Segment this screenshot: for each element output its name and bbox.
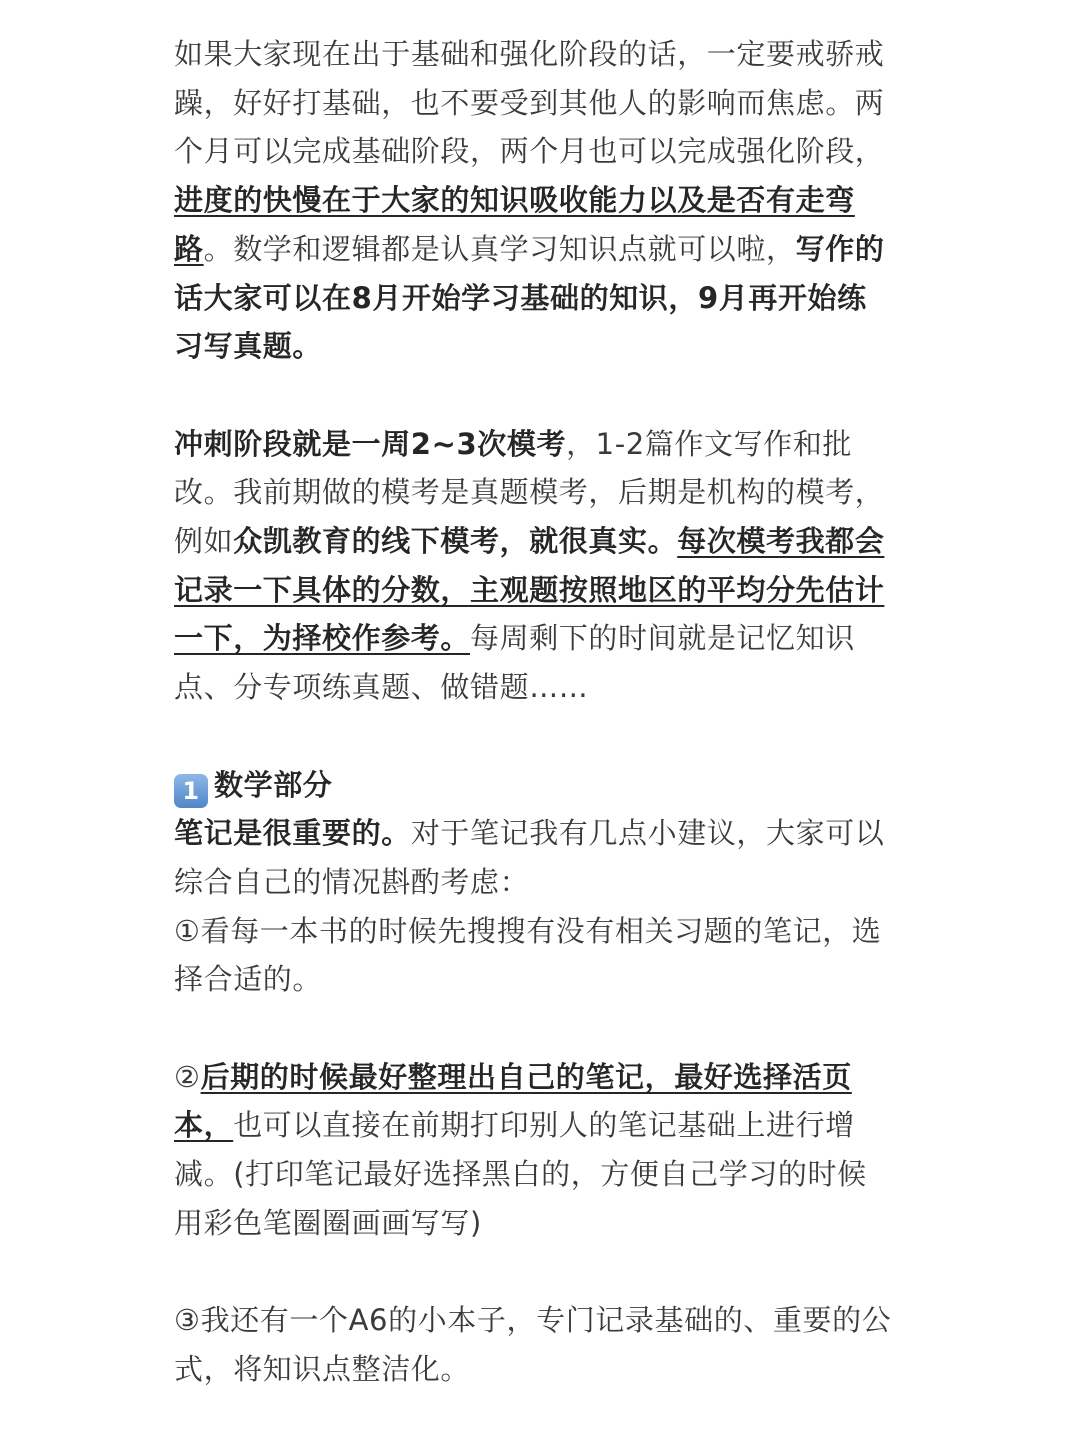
emphasis-underlined: 每次模考我都会记录一下具体的分数，主观题按照地区的平均分先估计一下，为择校作参考。 [174, 524, 885, 656]
text-segment: 每周剩下的时间就是记忆知识点、分专项练真题、做错题…… [174, 621, 855, 705]
paragraph-foundation-stage [174, 30, 894, 371]
emphasis-bold: 冲刺阶段就是一周2~3次模考 [174, 426, 567, 461]
section-heading-math [174, 761, 894, 810]
emphasis-bold: 众凯教育的线下模考，就很真实。 [233, 524, 678, 559]
tip-item-3 [174, 1296, 894, 1393]
keycap-one-icon: 1 [174, 774, 208, 808]
emphasis-underlined: 后期的时候最好整理出自己的笔记，最好选择活页本， [174, 1059, 852, 1143]
text-segment: ①看每一本书的时候先搜搜有没有相关习题的笔记，选择合适的。 [174, 913, 882, 997]
emphasis-underlined: 进度的快慢在于大家的知识吸收能力以及是否有走弯路 [174, 183, 855, 266]
article-body [174, 30, 894, 1394]
emphasis-bold: 笔记是很重要的。 [174, 816, 411, 851]
text-segment: ② [174, 1059, 201, 1094]
emphasis-bold: 写作的话大家可以在8月开始学习基础的知识，9月再开始练习写真题。 [174, 231, 885, 364]
paragraph-sprint-stage [174, 420, 894, 712]
text-segment: 也可以直接在前期打印别人的笔记基础上进行增减。(打印笔记最好选择黑白的，方便自己学习的时候用彩色笔圈圈画画写写) [174, 1108, 867, 1240]
text-segment: 对于笔记我有几点小建议，大家可以综合自己的情况斟酌考虑： [174, 816, 885, 899]
paragraph-notes-intro [174, 809, 894, 906]
tip-item-2 [174, 1053, 894, 1248]
section-title: 数学部分 [214, 767, 333, 802]
text-segment: ③我还有一个A6的小本子，专门记录基础的、重要的公式，将知识点整洁化。 [174, 1303, 892, 1386]
text-segment: 如果大家现在出于基础和强化阶段的话，一定要戒骄戒躁，好好打基础，也不要受到其他人的影响而焦虑。两个月可以完成基础阶段，两个月也可以完成强化阶段， [174, 37, 885, 169]
text-segment: 。数学和逻辑都是认真学习知识点就可以啦， [203, 231, 796, 266]
text-segment: ，1-2篇作文写作和批改。我前期做的模考是真题模考，后期是机构的模考，例如 [174, 426, 885, 559]
tip-item-1 [174, 907, 894, 1004]
